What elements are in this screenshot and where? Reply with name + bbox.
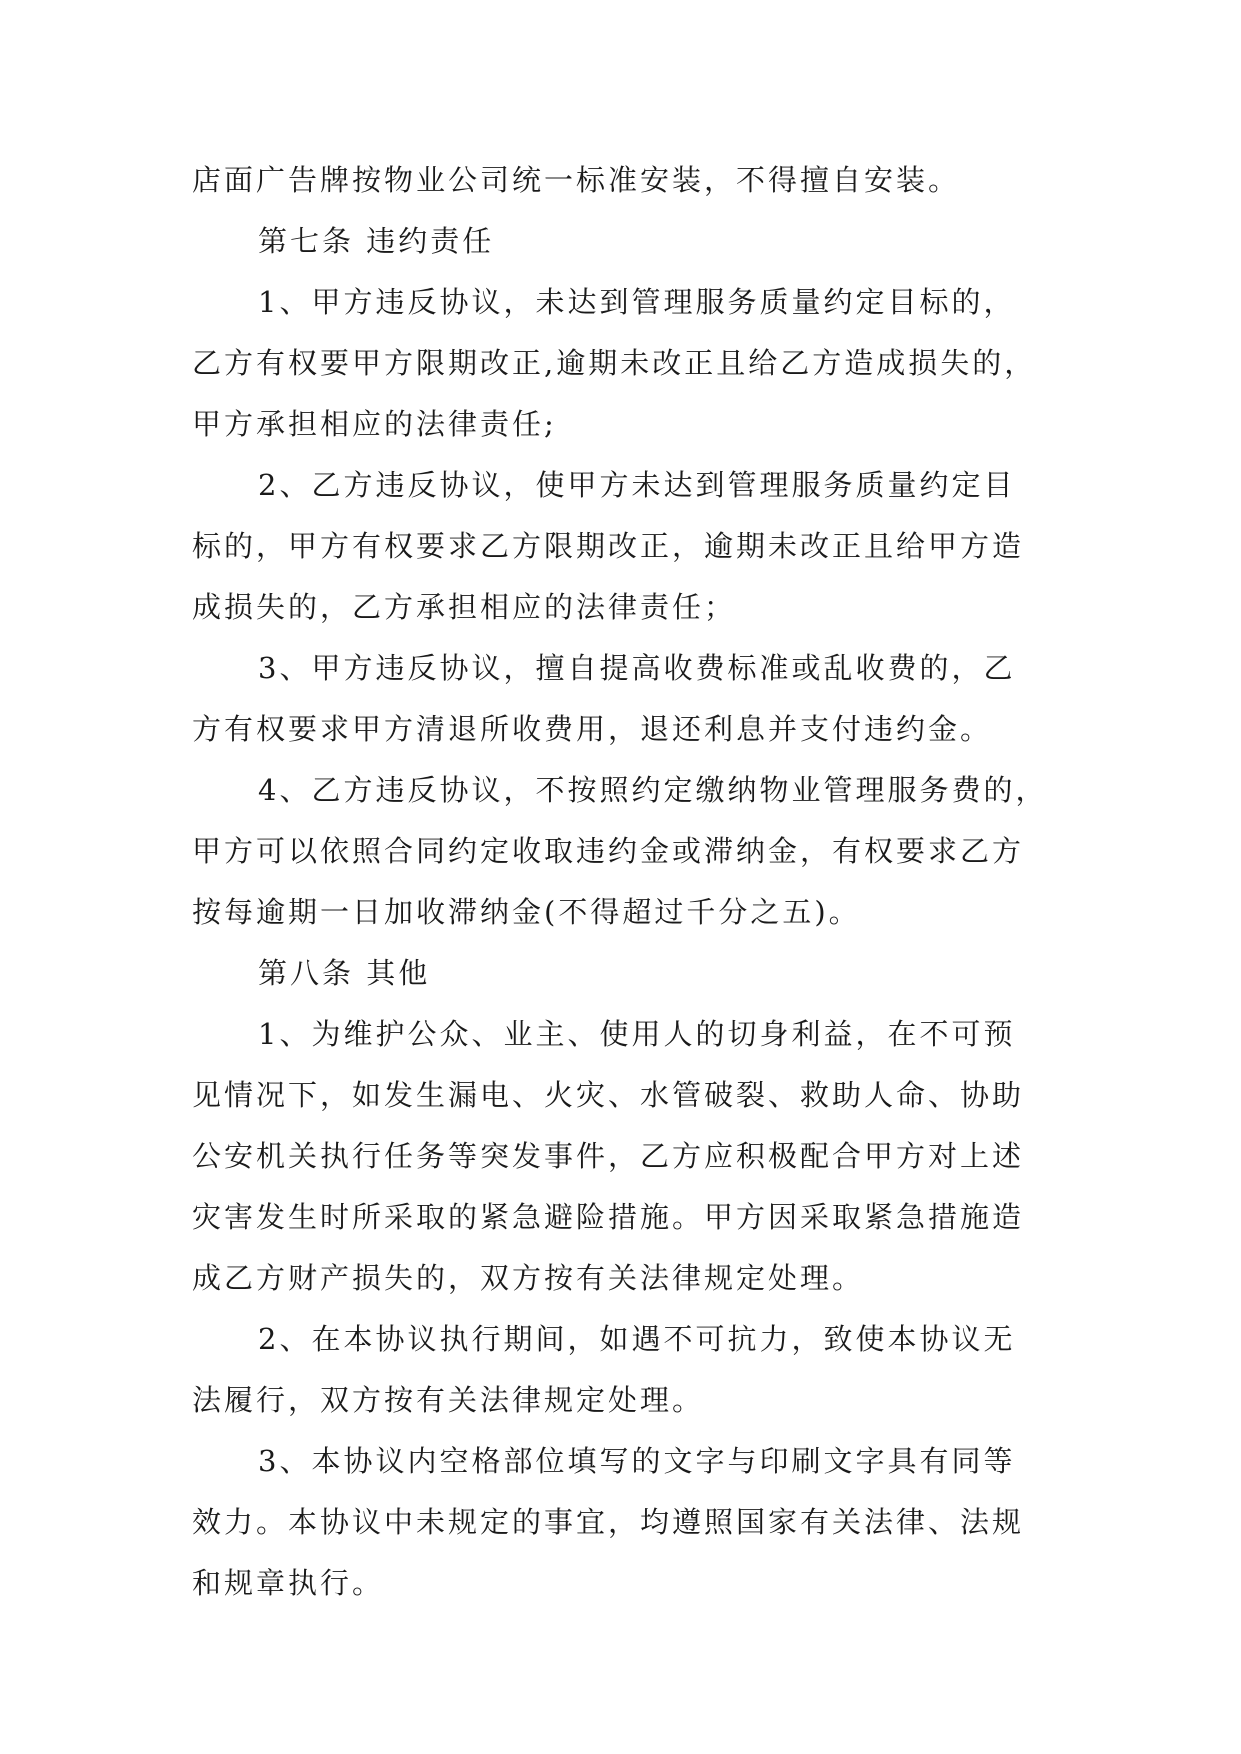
section-heading-8: 第八条 其他 [258, 956, 431, 990]
text-line: 2、在本协议执行期间，如遇不可抗力，致使本协议无 [258, 1322, 1016, 1356]
text-line: 灾害发生时所采取的紧急避险措施。甲方因采取紧急措施造 [192, 1200, 1025, 1234]
text-line: 3、甲方违反协议，擅自提高收费标准或乱收费的，乙 [258, 651, 1016, 685]
text-line: 店面广告牌按物业公司统一标准安装，不得擅自安装。 [192, 163, 961, 197]
text-line: 乙方有权要甲方限期改正,逾期未改正且给乙方造成损失的， [192, 346, 1037, 380]
text-line: 甲方承担相应的法律责任; [192, 407, 557, 441]
document-body [192, 150, 1057, 1614]
text-line: 1、甲方违反协议，未达到管理服务质量约定目标的， [258, 285, 1016, 319]
text-line: 2、乙方违反协议，使甲方未达到管理服务质量约定目 [258, 468, 1016, 502]
text-line: 成损失的，乙方承担相应的法律责任； [192, 590, 737, 624]
text-line: 见情况下，如发生漏电、火灾、水管破裂、救助人命、协助 [192, 1078, 1025, 1112]
text-line: 标的，甲方有权要求乙方限期改正，逾期未改正且给甲方造 [192, 529, 1025, 563]
text-line: 3、本协议内空格部位填写的文字与印刷文字具有同等 [258, 1444, 1016, 1478]
text-line: 法履行，双方按有关法律规定处理。 [192, 1383, 705, 1417]
text-line: 和规章执行。 [192, 1566, 385, 1600]
text-line: 甲方可以依照合同约定收取违约金或滞纳金，有权要求乙方 [192, 834, 1025, 868]
text-line: 成乙方财产损失的，双方按有关法律规定处理。 [192, 1261, 865, 1295]
text-line: 效力。本协议中未规定的事宜，均遵照国家有关法律、法规 [192, 1505, 1025, 1539]
text-line: 按每逾期一日加收滞纳金(不得超过千分之五)。 [192, 895, 861, 929]
text-line: 1、为维护公众、业主、使用人的切身利益，在不可预 [258, 1017, 1016, 1051]
text-line: 公安机关执行任务等突发事件，乙方应积极配合甲方对上述 [192, 1139, 1025, 1173]
section-heading-7: 第七条 违约责任 [258, 224, 495, 258]
text-line: 方有权要求甲方清退所收费用，退还利息并支付违约金。 [192, 712, 993, 746]
text-line: 4、乙方违反协议，不按照约定缴纳物业管理服务费的， [258, 773, 1048, 807]
